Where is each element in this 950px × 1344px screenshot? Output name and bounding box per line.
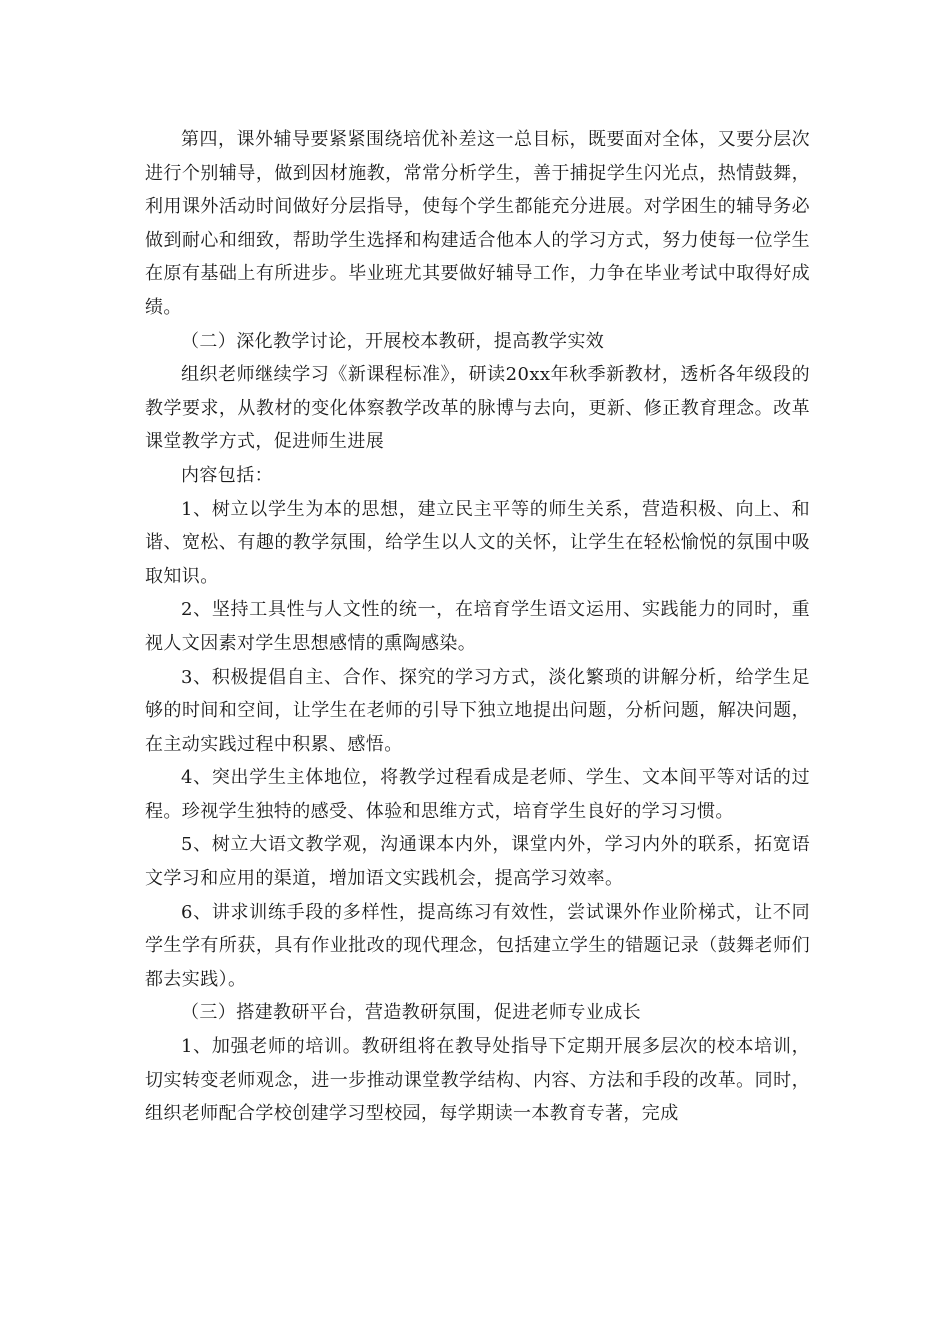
list-item-4: 4、突出学生主体地位，将教学过程看成是老师、学生、文本间平等对话的过程。珍视学生独特的感受、体验和思维方式，培育学生良好的学习习惯。 [145,767,810,822]
paragraph-teacher-training: 1、加强老师的培训。教研组将在教导处指导下定期开展多层次的校本培训，切实转变老师观念，进一步推动课堂教学结构、内容、方法和手段的改革。同时，组织老师配合学校创建学习型校园，每学期读一本教育专著，完成 [145,1036,810,1125]
list-item-5: 5、树立大语文教学观，沟通课本内外，课堂内外，学习内外的联系，拓宽语文学习和应用的渠道，增加语文实践机会，提高学习效率。 [145,834,810,890]
paragraph-curriculum-study: 组织老师继续学习《新课程标准》，研读20xx年秋季新教材，透析各年级段的教学要求，从教材的变化体察教学改革的脉博与去向，更新、修正教育理念。改革课堂教学方式，促进师生进展 [145,364,810,453]
paragraph-contents-label: 内容包括： [181,464,273,486]
section-heading-2: （二）深化教学讨论，开展校本教研，提高教学实效 [181,330,605,352]
list-item-1: 1、树立以学生为本的思想，建立民主平等的师生关系，营造积极、向上、和谐、宽松、有趣的教学氛围，给学生以人文的关怀，让学生在轻松愉悦的氛围中吸取知识。 [145,498,810,587]
list-item-3: 3、积极提倡自主、合作、探究的学习方式，淡化繁琐的讲解分析，给学生足够的时间和空间，让学生在老师的引导下独立地提出问题，分析问题，解决问题，在主动实践过程中积累、感悟。 [145,666,810,755]
list-item-6: 6、讲求训练手段的多样性，提高练习有效性，尝试课外作业阶梯式，让不同学生学有所获，具有作业批改的现代理念，包括建立学生的错题记录（鼓舞老师们都去实践）。 [145,901,810,990]
section-heading-3: （三）搭建教研平台，营造教研氛围，促进老师专业成长 [181,1002,641,1024]
paragraph-tutoring: 第四，课外辅导要紧紧围绕培优补差这一总目标，既要面对全体，又要分层次进行个别辅导，做到因材施教，常常分析学生，善于捕捉学生闪光点，热情鼓舞，利用课外活动时间做好分层指导，使每个学生都能充分进展。对学困生的辅导务必做到耐心和细致，帮助学生选择和构建适合他本人的学习方式，努力使每一位学生在原有基础上有所进步。毕业班尤其要做好辅导工作，力争在毕业考试中取得好成绩。 [145,129,810,318]
document-body [145,123,810,1131]
list-item-2: 2、坚持工具性与人文性的统一，在培育学生语文运用、实践能力的同时，重视人文因素对学生思想感情的熏陶感染。 [145,599,810,654]
